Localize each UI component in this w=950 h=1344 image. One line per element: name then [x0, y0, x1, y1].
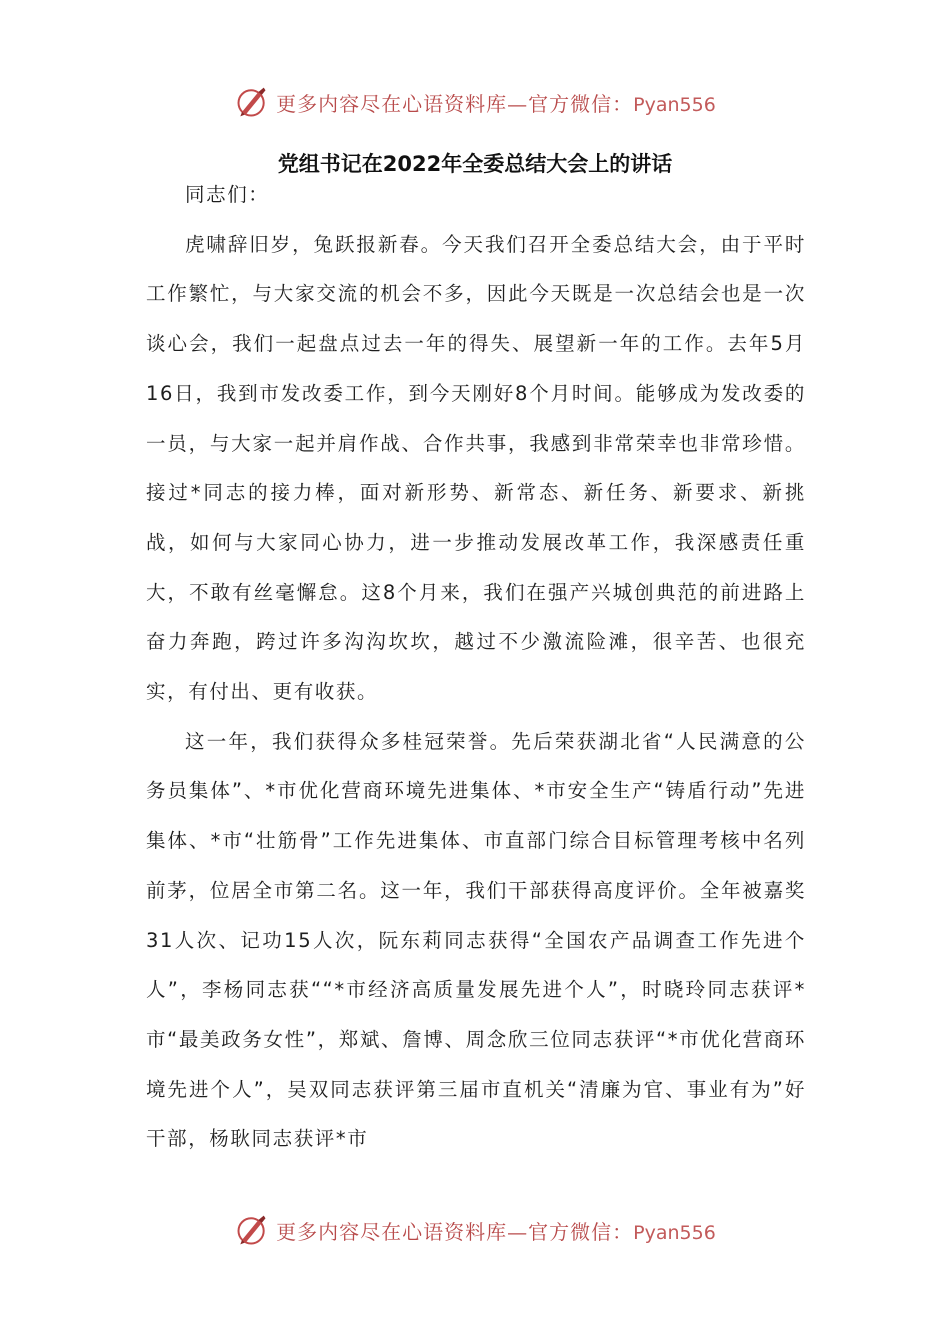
salutation: 同志们：	[185, 183, 270, 206]
paragraph: 这一年，我们获得众多桂冠荣誉。先后荣获湖北省“人民满意的公务员集体”、*市优化营商环境先进集体、*市安全生产“铸盾行动”先进集体、*市“壮筋骨”工作先进集体、市直部门综合目标管理考核中名列前茅，位居全市第二名。这一年，我们干部获得高度评价。全年被嘉奖31人次、记功15人次，阮东莉同志获得“全国农产品调查工作先进个人”，李杨同志获““*市经济高质量发展先进个人”，时晓玲同志获评*市“最美政务女性”，郑斌、詹博、周念欣三位同志获评“*市优化营商环境先进个人”，吴双同志获评第三届市直机关“清廉为官、事业有为”好干部，杨耿同志获评*市	[146, 729, 806, 1151]
watermark-banner-bottom	[0, 1208, 950, 1252]
watermark-text: 更多内容尽在心语资料库—官方微信：Pyan556	[276, 91, 716, 116]
pen-logo-icon	[234, 1212, 270, 1248]
pen-logo-icon	[234, 84, 270, 120]
watermark-banner-top	[0, 80, 950, 124]
document-body	[146, 170, 806, 1164]
paragraph: 虎啸辞旧岁，兔跃报新春。今天我们召开全委总结大会，由于平时工作繁忙，与大家交流的机会不多，因此今天既是一次总结会也是一次谈心会，我们一起盘点过去一年的得失、展望新一年的工作。去年5月16日，我到市发改委工作，到今天刚好8个月时间。能够成为发改委的一员，与大家一起并肩作战、合作共事，我感到非常荣幸也非常珍惜。接过*同志的接力棒，面对新形势、新常态、新任务、新要求、新挑战，如何与大家同心协力，进一步推动发展改革工作，我深感责任重大，不敢有丝毫懈怠。这8个月来，我们在强产兴城创典范的前进路上奋力奔跑，跨过许多沟沟坎坎，越过不少激流险滩，很辛苦、也很充实，有付出、更有收获。	[146, 232, 806, 704]
watermark-text: 更多内容尽在心语资料库—官方微信：Pyan556	[276, 1219, 716, 1244]
document-title: 党组书记在2022年全委总结大会上的讲话	[277, 152, 673, 176]
